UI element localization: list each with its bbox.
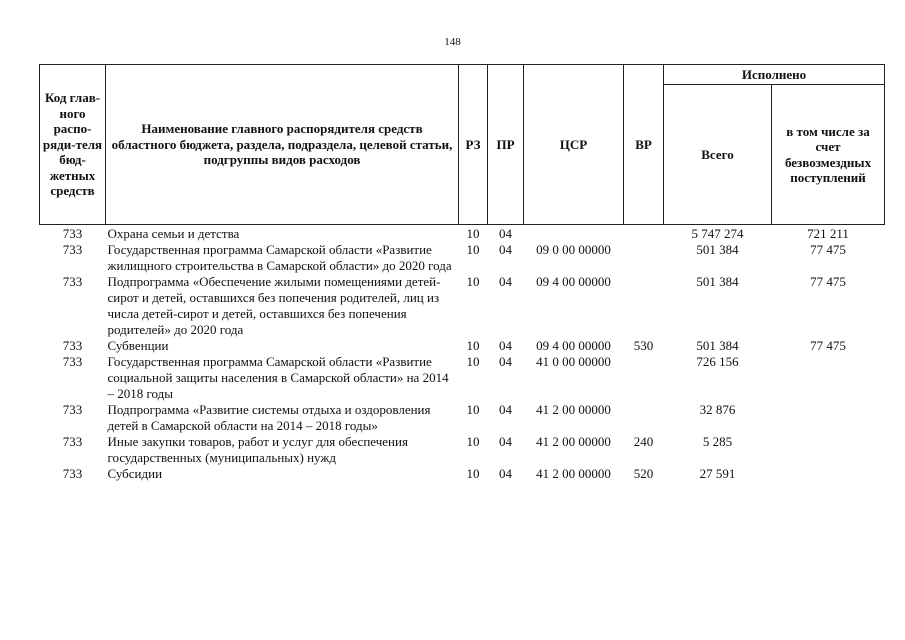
cell-free: 77 475 (810, 274, 846, 289)
cell-vr (624, 274, 664, 338)
table-row (40, 354, 885, 402)
cell-free: 77 475 (810, 338, 846, 353)
cell-pr: 04 (499, 354, 512, 369)
table-row (40, 338, 885, 354)
table-row (40, 225, 885, 243)
cell-total: 27 591 (699, 466, 736, 481)
cell-code: 733 (62, 338, 83, 353)
cell-vr: 240 (633, 434, 654, 449)
cell-rz: 10 (466, 466, 480, 481)
cell-csr (524, 225, 624, 243)
cell-rz: 10 (466, 226, 480, 241)
table-row (40, 274, 885, 338)
header-rz: РЗ (459, 65, 488, 225)
cell-name: Субвенции (107, 338, 169, 353)
cell-code: 733 (62, 434, 83, 449)
cell-csr: 41 2 00 00000 (536, 402, 611, 417)
cell-code: 733 (62, 402, 83, 417)
header-pr: ПР (488, 65, 524, 225)
cell-name: Субсидии (107, 466, 163, 481)
cell-pr: 04 (499, 274, 512, 289)
cell-total: 5 285 (702, 434, 733, 449)
cell-free (772, 402, 885, 434)
header-vr: ВР (624, 65, 664, 225)
cell-code: 733 (62, 466, 83, 481)
header-total: Всего (664, 85, 772, 225)
cell-pr: 04 (499, 338, 512, 353)
cell-free (772, 354, 885, 402)
cell-rz: 10 (466, 354, 480, 369)
cell-rz: 10 (466, 242, 480, 257)
cell-pr: 04 (499, 226, 512, 241)
cell-pr: 04 (499, 242, 512, 257)
cell-name: Государственная программа Самарской области «Развитие жилищного строительства в Самарской области» до 2020 года (107, 242, 452, 273)
page-number: 148 (444, 36, 461, 48)
cell-csr: 41 0 00 00000 (536, 354, 611, 369)
header-name: Наименование главного распорядителя средств областного бюджета, раздела, подраздела, целевой статьи, подгруппы видов расходов (106, 65, 459, 225)
cell-rz: 10 (466, 274, 480, 289)
cell-name: Охрана семьи и детства (107, 226, 240, 241)
header-csr: ЦСР (524, 65, 624, 225)
cell-free (772, 466, 885, 482)
cell-name: Государственная программа Самарской области «Развитие социальной защиты населения в Самарской области» на 2014 – 2018 годы (107, 354, 449, 401)
header-code: Код глав-ного распо-ряди-теля бюд-жетных средств (40, 65, 106, 225)
cell-total: 501 384 (696, 274, 739, 289)
cell-total: 726 156 (696, 354, 739, 369)
cell-vr (624, 402, 664, 434)
cell-vr (624, 354, 664, 402)
cell-rz: 10 (466, 434, 480, 449)
table-body (40, 225, 885, 483)
table-row (40, 434, 885, 466)
cell-pr: 04 (499, 466, 512, 481)
cell-csr: 41 2 00 00000 (536, 466, 611, 481)
cell-free: 721 211 (807, 226, 849, 241)
cell-csr: 09 4 00 00000 (536, 338, 611, 353)
header-executed: Исполнено (664, 65, 885, 85)
cell-code: 733 (62, 226, 83, 241)
cell-total: 32 876 (699, 402, 736, 417)
table-row (40, 466, 885, 482)
cell-vr: 520 (633, 466, 654, 481)
table-row (40, 242, 885, 274)
header-free: в том числе за счет безвозмездных поступлений (772, 85, 885, 225)
cell-vr: 530 (633, 338, 654, 353)
cell-total: 501 384 (696, 338, 739, 353)
cell-free: 77 475 (810, 242, 846, 257)
cell-code: 733 (62, 242, 83, 257)
cell-csr: 09 0 00 00000 (536, 242, 611, 257)
cell-total: 5 747 274 (691, 226, 744, 241)
cell-rz: 10 (466, 338, 480, 353)
cell-name: Иные закупки товаров, работ и услуг для обеспечения государственных (муниципальных) нужд (107, 434, 408, 465)
cell-total: 501 384 (696, 242, 739, 257)
cell-pr: 04 (499, 434, 512, 449)
cell-name: Подпрограмма «Обеспечение жилыми помещениями детей-сирот и детей, оставшихся без попечения родителей, лиц из числа детей-сирот и детей, оставшихся без попечения родителей» до 2020 года (107, 274, 441, 337)
cell-vr (624, 225, 664, 243)
cell-rz: 10 (466, 402, 480, 417)
cell-vr (624, 242, 664, 274)
cell-csr: 41 2 00 00000 (536, 434, 611, 449)
budget-table (39, 64, 885, 482)
cell-code: 733 (62, 274, 83, 289)
cell-code: 733 (62, 354, 83, 369)
table-row (40, 402, 885, 434)
cell-pr: 04 (499, 402, 512, 417)
cell-csr: 09 4 00 00000 (536, 274, 611, 289)
cell-name: Подпрограмма «Развитие системы отдыха и оздоровления детей в Самарской области на 2014 – 2018 годы» (107, 402, 431, 433)
cell-free (772, 434, 885, 466)
